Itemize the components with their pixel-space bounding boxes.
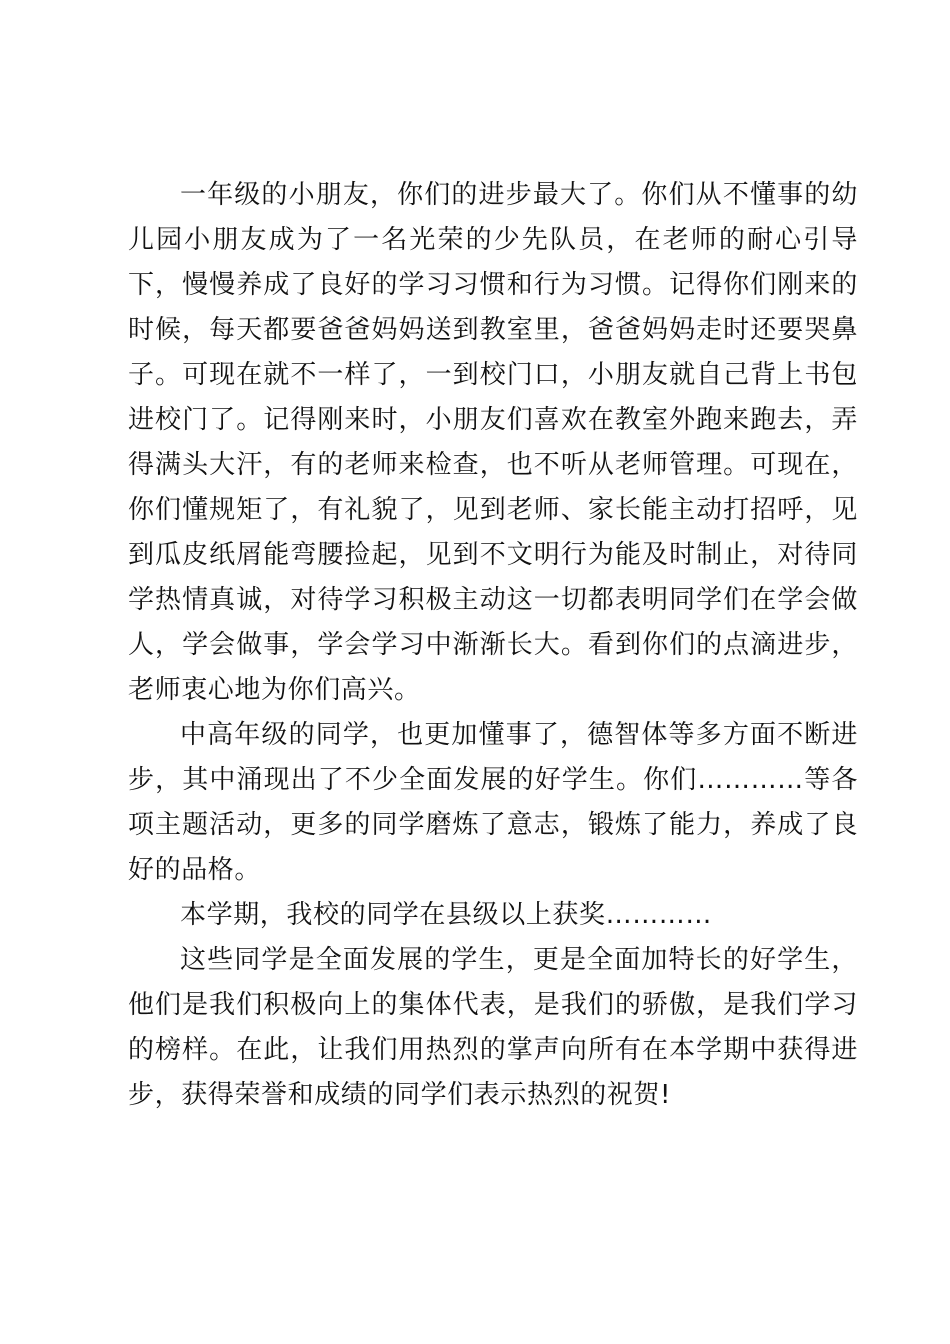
paragraph-awards: 本学期，我校的同学在县级以上获奖………… bbox=[180, 900, 713, 930]
paragraph-upper-grades: 中高年级的同学，也更加懂事了，德智体等多方面不断进步，其中涌现出了不少全面发展的好学生。你们…………等各项主题活动，更多的同学磨炼了意志，锻炼了能力，养成了良好的品格。 bbox=[128, 720, 858, 885]
paragraph-first-grade: 一年级的小朋友，你们的进步最大了。你们从不懂事的幼儿园小朋友成为了一名光荣的少先队员，在老师的耐心引导下，慢慢养成了良好的学习习惯和行为习惯。记得你们刚来的时候，每天都要爸爸妈妈送到教室里，爸爸妈妈走时还要哭鼻子。可现在就不一样了，一到校门口，小朋友就自己背上书包进校门了。记得刚来时，小朋友们喜欢在教室外跑来跑去，弄得满头大汗，有的老师来检查，也不听从老师管理。可现在，你们懂规矩了，有礼貌了，见到老师、家长能主动打招呼，见到瓜皮纸屑能弯腰捡起，见到不文明行为能及时制止，对待同学热情真诚，对待学习积极主动这一切都表明同学们在学会做人，学会做事，学会学习中渐渐长大。看到你们的点滴进步，老师衷心地为你们高兴。 bbox=[128, 180, 858, 705]
document-body bbox=[128, 173, 858, 1118]
paragraph-congratulations: 这些同学是全面发展的学生，更是全面加特长的好学生，他们是我们积极向上的集体代表，是我们的骄傲，是我们学习的榜样。在此，让我们用热烈的掌声向所有在本学期中获得进步，获得荣誉和成绩的同学们表示热烈的祝贺! bbox=[128, 945, 858, 1110]
